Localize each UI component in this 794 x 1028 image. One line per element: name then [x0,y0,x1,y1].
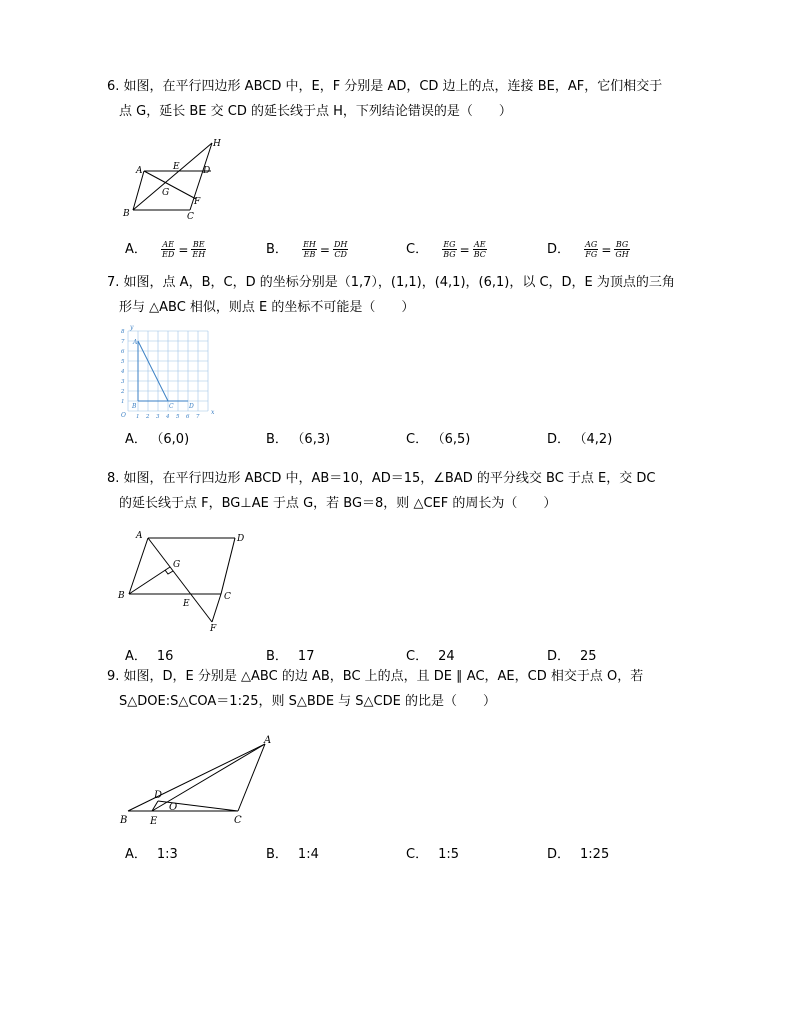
q9-label-o: O [169,802,178,813]
q7-ytick-1: 1 [121,399,125,405]
q9-option-d-label: D． [547,847,571,862]
q9-option-d-text: 1:25 [580,847,610,862]
q7-label-d: D [189,403,194,410]
question-6-text-1: 如图，在平行四边形 ABCD 中，E，F 分别是 AD，CD 边上的点，连接 BE，AF，它们相交于 [123,79,663,94]
q8-label-f: F [210,624,217,634]
q6-option-c-left-fraction: $\frac{EG}{BG}$ [443,240,456,259]
q8-option-d-text: 25 [580,649,597,664]
q7-ytick-5: 5 [121,359,125,365]
question-7-line-1 [107,270,707,295]
q6-option-a-label: A． [125,242,147,257]
q6-label-d: D [203,166,211,176]
q7-label-y: y [130,324,134,331]
q7-option-c-label: C． [406,432,429,447]
question-7-number: 7. [107,275,120,290]
q9-option-b-label: B． [266,847,288,862]
q7-option-a[interactable] [125,428,189,447]
q6-segment-ab [133,171,144,210]
q6-option-d-left-fraction: $\frac{AG}{FG}$ [585,240,598,259]
question-6-text-2: 点 G，延长 BE 交 CD 的延长线于点 H，下列结论错误的是（ ） [119,104,512,119]
q6-option-a[interactable]: A． $\frac{AE}{ED}$ = $\frac{BE}{EH}$ [125,240,206,259]
question-6-figure [118,138,228,223]
question-8-figure [114,528,254,634]
q6-label-h: H [213,139,221,149]
q9-option-a-text: 1:3 [156,847,178,862]
question-9-line-1 [107,664,707,689]
q6-option-d-label: D． [547,242,571,257]
q8-option-a-text: 16 [156,649,174,664]
q9-option-b-text: 1:4 [297,847,319,862]
q9-segment-ae [152,744,265,811]
q6-option-a-left-fraction: $\frac{AE}{ED}$ [162,240,175,259]
question-9-number: 9. [107,669,120,684]
q8-segment-dc [221,538,235,594]
q8-option-d-label: D． [547,649,571,664]
q6-option-d[interactable]: D． $\frac{AG}{FG}$ = $\frac{BG}{GH}$ [547,240,629,259]
question-8-number: 8. [107,471,120,486]
q8-label-d: D [237,534,245,544]
question-8-text-1: 如图，在平行四边形 ABCD 中，AB＝10，AD＝15，∠BAD 的平分线交 BC 于点 E，交 DC [123,471,656,486]
q8-right-angle-mark [165,570,173,574]
q6-segment-af [144,171,196,199]
question-7-figure [114,322,224,422]
q7-ytick-8: 8 [121,329,125,335]
q6-option-b[interactable]: B． $\frac{EH}{EB}$ = $\frac{DH}{CD}$ [266,240,348,259]
q9-label-e: E [150,816,158,827]
q7-label-a: A [133,339,138,346]
q8-segment-ab [129,538,148,594]
q6-option-c-label: C． [406,242,429,257]
q7-xtick-7: 7 [196,414,200,420]
q7-option-a-label: A． [125,432,147,447]
q9-option-a-label: A． [125,847,147,862]
q7-option-d[interactable] [547,428,612,447]
q7-option-a-text: （6,0) [156,432,190,447]
q7-xtick-3: 3 [156,414,160,420]
q7-label-x: x [211,409,215,416]
question-7-text-2: 形与 △ABC 相似，则点 E 的坐标不可能是（ ） [119,300,415,315]
q9-label-d: D [154,790,163,801]
question-6-number: 6. [107,79,120,94]
question-9-text-2: S△DOE:S△COA＝1:25，则 S△BDE 与 S△CDE 的比是（ ） [119,694,496,709]
q7-label-o: O [121,412,126,419]
question-9-text-1: 如图，D，E 分别是 △ABC 的边 AB，BC 上的点，且 DE ∥ AC，AE，CD 相交于点 O，若 [123,669,644,684]
q9-option-d[interactable] [547,843,609,862]
q7-ytick-2: 2 [121,389,125,395]
q8-option-a[interactable] [125,645,173,664]
q8-option-c[interactable] [406,645,455,664]
q9-label-b: B [120,815,128,826]
q6-label-e: E [173,162,180,172]
q6-option-c-right-fraction: $\frac{AE}{BC}$ [473,240,486,259]
q7-option-d-label: D． [547,432,571,447]
q9-label-a: A [264,735,272,746]
q7-ytick-3: 3 [121,379,125,385]
q9-option-a[interactable] [125,843,178,862]
q8-option-d[interactable] [547,645,597,664]
q8-segment-cf [212,594,221,622]
q7-xtick-6: 6 [186,414,190,420]
q6-option-b-label: B． [266,242,288,257]
q6-option-b-left-fraction: $\frac{EH}{EB}$ [303,240,316,259]
question-6-options [125,238,685,258]
q9-label-c: C [234,815,242,826]
q7-ytick-7: 7 [121,339,125,345]
q8-option-c-label: C． [406,649,429,664]
q7-xtick-4: 4 [166,414,170,420]
q8-label-a: A [136,531,143,541]
q8-option-a-label: A． [125,649,147,664]
q8-option-b-text: 17 [297,649,315,664]
q6-option-b-right-fraction: $\frac{DH}{CD}$ [333,240,348,259]
q7-xtick-1: 1 [136,414,140,420]
q8-label-e: E [183,599,190,609]
q9-segment-ac [238,744,265,811]
q7-ytick-4: 4 [121,369,125,375]
q9-option-c-text: 1:5 [438,847,459,862]
q6-label-c: C [187,212,194,222]
question-8-line-1 [107,466,707,491]
q9-segment-ab [128,744,265,811]
q6-label-b: B [123,209,130,219]
question-8 [107,466,707,516]
q8-label-c: C [224,592,231,602]
q9-option-c-label: C． [406,847,429,862]
q8-label-g: G [173,560,181,570]
q8-option-b-label: B． [266,649,288,664]
q7-label-b: B [132,403,137,410]
q7-ytick-6: 6 [121,349,125,355]
q7-xtick-5: 5 [176,414,180,420]
q6-option-d-right-fraction: $\frac{BG}{GH}$ [615,240,629,259]
q7-option-c-text: （6,5) [438,432,471,447]
q6-option-a-right-fraction: $\frac{BE}{EH}$ [192,240,206,259]
question-6 [107,74,707,124]
q6-label-a: A [136,166,143,176]
q7-option-c[interactable] [406,428,470,447]
q8-option-b[interactable] [266,645,314,664]
q8-option-c-text: 24 [438,649,455,664]
q8-segment-af [148,538,212,622]
question-7-options [125,428,685,448]
q6-label-g: G [162,188,170,198]
q7-option-b[interactable] [266,428,330,447]
question-9 [107,664,707,714]
q7-option-b-label: B． [266,432,288,447]
q9-option-b[interactable] [266,843,319,862]
question-9-options [125,843,685,863]
q7-xtick-2: 2 [146,414,150,420]
q9-option-c[interactable] [406,843,459,862]
q6-label-f: F [194,197,201,207]
question-6-line-1 [107,74,707,99]
q7-option-b-text: （6,3) [297,432,331,447]
q7-label-c: C [169,403,174,410]
q6-option-c[interactable]: C． $\frac{EG}{BG}$ = $\frac{AE}{BC}$ [406,240,486,259]
q8-label-b: B [118,591,125,601]
q8-segment-bg [129,567,170,594]
question-7-text-1: 如图，点 A，B，C，D 的坐标分别是（1,7），(1,1)，(4,1)，(6,1)，以 C，D，E 为顶点的三角 [123,275,675,290]
question-8-options [125,645,685,665]
q7-option-d-text: （4,2) [580,432,613,447]
question-9-figure [114,732,284,832]
question-8-text-2: 的延长线于点 F，BG⊥AE 于点 G，若 BG＝8，则 △CEF 的周长为（ ） [119,496,557,511]
question-7 [107,270,707,320]
